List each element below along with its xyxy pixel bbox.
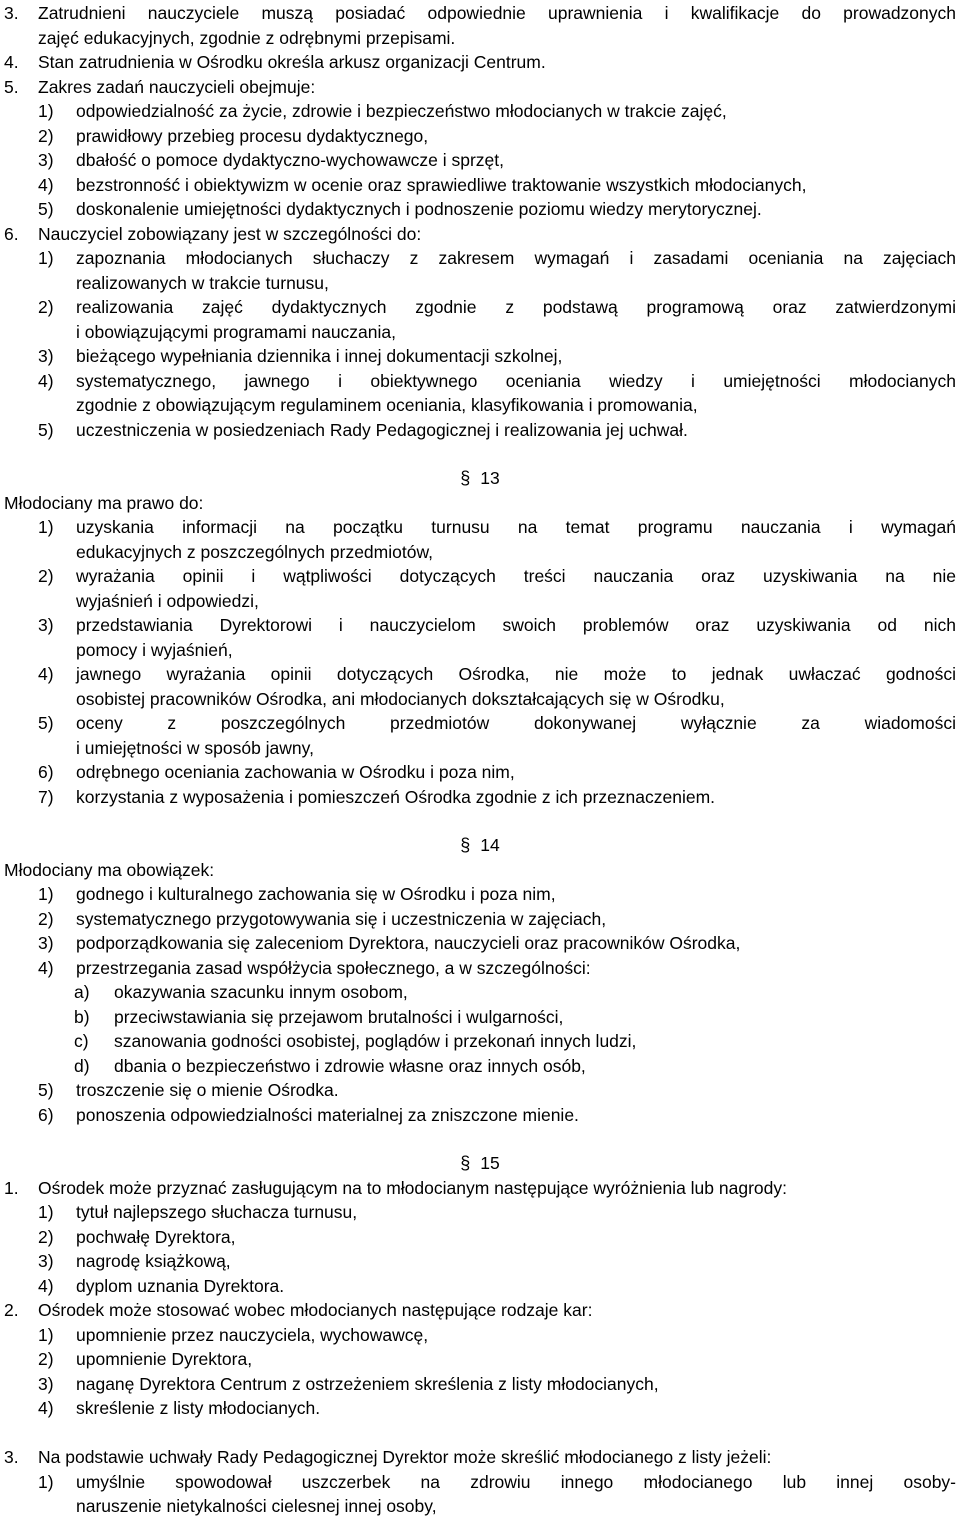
list-marker: 2) bbox=[38, 297, 54, 317]
document-page bbox=[4, 0, 956, 1519]
text-line bbox=[4, 222, 956, 247]
list-marker: 2. bbox=[4, 1300, 19, 1320]
text-line bbox=[4, 1298, 956, 1323]
list-marker: 5. bbox=[4, 76, 19, 97]
list-item-text: odpowiedzialność za życie, zdrowie i bezpieczeństwo młodocianych w trakcie zajęć, bbox=[76, 101, 727, 121]
list-item-text: Na podstawie uchwały Rady Pedagogicznej Dyrektor może skreślić młodocianego z listy jeżeli: bbox=[38, 1447, 772, 1467]
text-line bbox=[4, 26, 956, 51]
list-item-text: skreślenie z listy młodocianych. bbox=[76, 1398, 321, 1418]
list-item-text: i umiejętności w sposób jawny, bbox=[76, 737, 314, 758]
text-line bbox=[4, 687, 956, 712]
list-item-text: dbałość o pomoce dydaktyczno-wychowawcze i sprzęt, bbox=[76, 150, 504, 170]
text-line bbox=[4, 589, 956, 614]
list-item-text: Ośrodek może stosować wobec młodocianych następujące rodzaje kar: bbox=[38, 1300, 593, 1320]
block-a bbox=[4, 0, 956, 442]
list-marker: 2) bbox=[38, 1226, 54, 1247]
list-item-text: prawidłowy przebieg procesu dydaktycznego, bbox=[76, 125, 429, 146]
list-item-text: jawnego wyrażania opinii dotyczących Ośrodka, nie może to jednak uwłaczać godności bbox=[76, 664, 956, 684]
block-e bbox=[4, 1445, 956, 1519]
list-item-text: dyplom uznania Dyrektora. bbox=[76, 1275, 285, 1296]
text-line bbox=[4, 197, 956, 222]
list-item-text: zgodnie z obowiązującym regulaminem oceniania, klasyfikowania i promowania, bbox=[76, 395, 698, 415]
list-marker: b) bbox=[74, 1006, 90, 1027]
list-item-text: edukacyjnych z poszczególnych przedmiotów, bbox=[76, 541, 433, 562]
list-item-text: uczestniczenia w posiedzeniach Rady Pedagogicznej i realizowania jej uchwał. bbox=[76, 419, 688, 440]
list-item-text: troszczenie się o mienie Ośrodka. bbox=[76, 1080, 339, 1100]
text-line bbox=[4, 980, 956, 1005]
list-marker: 2) bbox=[38, 908, 54, 929]
list-marker: 3) bbox=[38, 150, 54, 170]
list-marker: 1) bbox=[38, 884, 54, 904]
block-d bbox=[4, 1176, 956, 1421]
text-line bbox=[4, 882, 956, 907]
text-line bbox=[4, 662, 956, 687]
text-line bbox=[4, 1200, 956, 1225]
spacer bbox=[4, 1421, 956, 1446]
text-line bbox=[4, 1323, 956, 1348]
list-item-text: przedstawiania Dyrektorowi i nauczycielom swoich problemów oraz uzyskiwania od nich bbox=[76, 615, 956, 635]
list-marker: 4) bbox=[38, 1275, 54, 1296]
text-line bbox=[4, 1274, 956, 1299]
text-line bbox=[4, 907, 956, 932]
list-item-text: zajęć edukacyjnych, zgodnie z odrębnymi przepisami. bbox=[38, 27, 456, 48]
list-item-text: tytuł najlepszego słuchacza turnusu, bbox=[76, 1202, 358, 1222]
text-line bbox=[4, 931, 956, 956]
list-item-text: odrębnego oceniania zachowania w Ośrodku i poza nim, bbox=[76, 762, 515, 782]
text-line bbox=[4, 1176, 956, 1201]
list-marker: 4) bbox=[38, 957, 54, 978]
list-item-text: pomocy i wyjaśnień, bbox=[76, 639, 233, 660]
text-line bbox=[4, 491, 956, 516]
list-item-text: przestrzegania zasad współżycia społecznego, a w szczególności: bbox=[76, 957, 591, 978]
list-marker: 3) bbox=[38, 346, 54, 366]
list-item-text: podporządkowania się zaleceniom Dyrektora, nauczycieli oraz pracowników Ośrodka, bbox=[76, 933, 741, 953]
section-symbol: § bbox=[460, 835, 471, 855]
text-line bbox=[4, 1396, 956, 1421]
list-marker: 1. bbox=[4, 1177, 19, 1198]
list-item-text: upomnienie Dyrektora, bbox=[76, 1349, 253, 1369]
list-item-text: przeciwstawiania się przejawom brutalności i wulgarności, bbox=[114, 1006, 564, 1027]
section-15-heading bbox=[4, 1151, 956, 1176]
text-line bbox=[4, 1054, 956, 1079]
list-marker: 3) bbox=[38, 1373, 54, 1394]
text-line bbox=[4, 50, 956, 75]
list-item-text: wyjaśnień i odpowiedzi, bbox=[76, 590, 259, 611]
list-item-text: dbania o bezpieczeństwo i zdrowie własne oraz innych osób, bbox=[114, 1055, 586, 1076]
list-item-text: Zakres zadań nauczycieli obejmuje: bbox=[38, 76, 316, 97]
text-line bbox=[4, 418, 956, 443]
list-marker: 4. bbox=[4, 52, 19, 72]
spacer bbox=[4, 809, 956, 823]
list-marker: 4) bbox=[38, 370, 54, 391]
section-symbol: § bbox=[460, 468, 471, 488]
section-number: 13 bbox=[480, 468, 500, 488]
list-marker: 1) bbox=[38, 248, 54, 268]
list-item-text: pochwałę Dyrektora, bbox=[76, 1226, 236, 1247]
list-item-text: Młodociany ma prawo do: bbox=[4, 492, 204, 513]
text-line bbox=[4, 1372, 956, 1397]
text-line bbox=[4, 956, 956, 981]
list-item-text: wyrażania opinii i wątpliwości dotyczących treści nauczania oraz uzyskiwania na nie bbox=[76, 566, 956, 586]
text-line bbox=[4, 1225, 956, 1250]
list-marker: 4) bbox=[38, 1398, 54, 1418]
list-marker: 4) bbox=[38, 664, 54, 684]
list-marker: 6. bbox=[4, 223, 19, 244]
text-line bbox=[4, 1005, 956, 1030]
list-item-text: bezstronność i obiektywizm w ocenie oraz sprawiedliwe traktowanie wszystkich młodocianych, bbox=[76, 174, 807, 195]
list-item-text: okazywania szacunku innym osobom, bbox=[114, 982, 408, 1002]
list-item-text: uzyskania informacji na początku turnusu na temat programu nauczania i wymagań bbox=[76, 517, 956, 537]
text-line bbox=[4, 1103, 956, 1128]
text-line bbox=[4, 148, 956, 173]
text-line bbox=[4, 858, 956, 883]
section-number: 14 bbox=[480, 835, 500, 855]
text-line bbox=[4, 1, 956, 26]
text-line bbox=[4, 1029, 956, 1054]
list-marker: 3) bbox=[38, 933, 54, 953]
text-line bbox=[4, 344, 956, 369]
list-item-text: realizowanych w trakcie turnusu, bbox=[76, 272, 329, 293]
list-marker: 2) bbox=[38, 566, 54, 586]
list-marker: 5) bbox=[38, 1080, 54, 1100]
list-item-text: naruszenie nietykalności cielesnej innej osoby, bbox=[76, 1496, 437, 1516]
list-marker: 2) bbox=[38, 1349, 54, 1369]
text-line bbox=[4, 1347, 956, 1372]
list-marker: 5) bbox=[38, 713, 54, 733]
list-item-text: upomnienie przez nauczyciela, wychowawcę, bbox=[76, 1324, 429, 1345]
section-14-heading bbox=[4, 833, 956, 858]
list-marker: 7) bbox=[38, 786, 54, 807]
text-line bbox=[4, 1249, 956, 1274]
list-marker: 2) bbox=[38, 125, 54, 146]
text-line bbox=[4, 1445, 956, 1470]
list-item-text: Zatrudnieni nauczyciele muszą posiadać odpowiednie uprawnienia i kwalifikacje do prowadzonych bbox=[38, 3, 956, 23]
text-line bbox=[4, 613, 956, 638]
block-b bbox=[4, 491, 956, 810]
text-line bbox=[4, 1078, 956, 1103]
text-line bbox=[4, 369, 956, 394]
list-marker: 3) bbox=[38, 615, 54, 635]
list-marker: 6) bbox=[38, 762, 54, 782]
list-marker: d) bbox=[74, 1055, 90, 1076]
text-line bbox=[4, 785, 956, 810]
list-marker: 1) bbox=[38, 101, 54, 121]
text-line bbox=[4, 540, 956, 565]
text-line bbox=[4, 1494, 956, 1519]
list-marker: c) bbox=[74, 1031, 89, 1051]
text-line bbox=[4, 124, 956, 149]
text-line bbox=[4, 320, 956, 345]
list-item-text: Młodociany ma obowiązek: bbox=[4, 859, 215, 880]
section-symbol: § bbox=[460, 1153, 471, 1173]
list-marker: 3. bbox=[4, 1447, 19, 1467]
list-marker: 1) bbox=[38, 1202, 54, 1222]
list-item-text: oceny z poszczególnych przedmiotów dokonywanej wyłącznie za wiadomości bbox=[76, 713, 956, 733]
section-number: 15 bbox=[480, 1153, 500, 1173]
text-line bbox=[4, 564, 956, 589]
list-item-text: systematycznego przygotowywania się i uczestniczenia w zajęciach, bbox=[76, 908, 607, 929]
text-line bbox=[4, 711, 956, 736]
section-13-heading bbox=[4, 466, 956, 491]
spacer bbox=[4, 1127, 956, 1141]
list-marker: 1) bbox=[38, 1471, 54, 1492]
text-line bbox=[4, 515, 956, 540]
list-item-text: szanowania godności osobistej, poglądów i przekonań innych ludzi, bbox=[114, 1031, 637, 1051]
text-line bbox=[4, 99, 956, 124]
list-marker: 1) bbox=[38, 1324, 54, 1345]
list-marker: a) bbox=[74, 982, 90, 1002]
text-line bbox=[4, 1470, 956, 1495]
text-line bbox=[4, 75, 956, 100]
text-line bbox=[4, 760, 956, 785]
list-item-text: bieżącego wypełniania dziennika i innej dokumentacji szkolnej, bbox=[76, 346, 563, 366]
text-line bbox=[4, 736, 956, 761]
spacer bbox=[4, 442, 956, 456]
list-item-text: systematycznego, jawnego i obiektywnego oceniania wiedzy i umiejętności młodocianych bbox=[76, 370, 956, 391]
list-item-text: umyślnie spowodował uszczerbek na zdrowiu innego młodocianego lub innej osoby- bbox=[76, 1471, 956, 1492]
list-item-text: Nauczyciel zobowiązany jest w szczególności do: bbox=[38, 223, 422, 244]
list-item-text: godnego i kulturalnego zachowania się w Ośrodku i poza nim, bbox=[76, 884, 556, 904]
text-line bbox=[4, 271, 956, 296]
list-item-text: i obowiązującymi programami nauczania, bbox=[76, 321, 397, 342]
list-item-text: ponoszenia odpowiedzialności materialnej za zniszczone mienie. bbox=[76, 1104, 579, 1125]
list-marker: 3) bbox=[38, 1251, 54, 1271]
list-item-text: Ośrodek może przyznać zasługującym na to młodocianym następujące wyróżnienia lub nagrody: bbox=[38, 1177, 787, 1198]
list-item-text: naganę Dyrektora Centrum z ostrzeżeniem skreślenia z listy młodocianych, bbox=[76, 1373, 659, 1394]
list-item-text: korzystania z wyposażenia i pomieszczeń Ośrodka zgodnie z ich przeznaczeniem. bbox=[76, 786, 716, 807]
list-marker: 3. bbox=[4, 3, 19, 23]
text-line bbox=[4, 393, 956, 418]
text-line bbox=[4, 638, 956, 663]
block-c bbox=[4, 858, 956, 1128]
list-item-text: nagrodę książkową, bbox=[76, 1251, 231, 1271]
text-line bbox=[4, 246, 956, 271]
list-marker: 5) bbox=[38, 199, 54, 219]
list-item-text: osobistej pracowników Ośrodka, ani młodocianych dokształcających się w Ośrodku, bbox=[76, 688, 725, 709]
list-marker: 5) bbox=[38, 419, 54, 440]
list-item-text: realizowania zajęć dydaktycznych zgodnie z podstawą programową oraz zatwierdzonymi bbox=[76, 297, 956, 317]
text-line bbox=[4, 295, 956, 320]
list-item-text: zapoznania młodocianych słuchaczy z zakresem wymagań i zasadami oceniania na zajęciach bbox=[76, 248, 956, 268]
text-line bbox=[4, 173, 956, 198]
list-marker: 6) bbox=[38, 1104, 54, 1125]
list-marker: 1) bbox=[38, 517, 54, 537]
list-marker: 4) bbox=[38, 174, 54, 195]
list-item-text: doskonalenie umiejętności dydaktycznych i podnoszenie poziomu wiedzy merytorycznej. bbox=[76, 199, 762, 219]
list-item-text: Stan zatrudnienia w Ośrodku określa arkusz organizacji Centrum. bbox=[38, 52, 546, 72]
